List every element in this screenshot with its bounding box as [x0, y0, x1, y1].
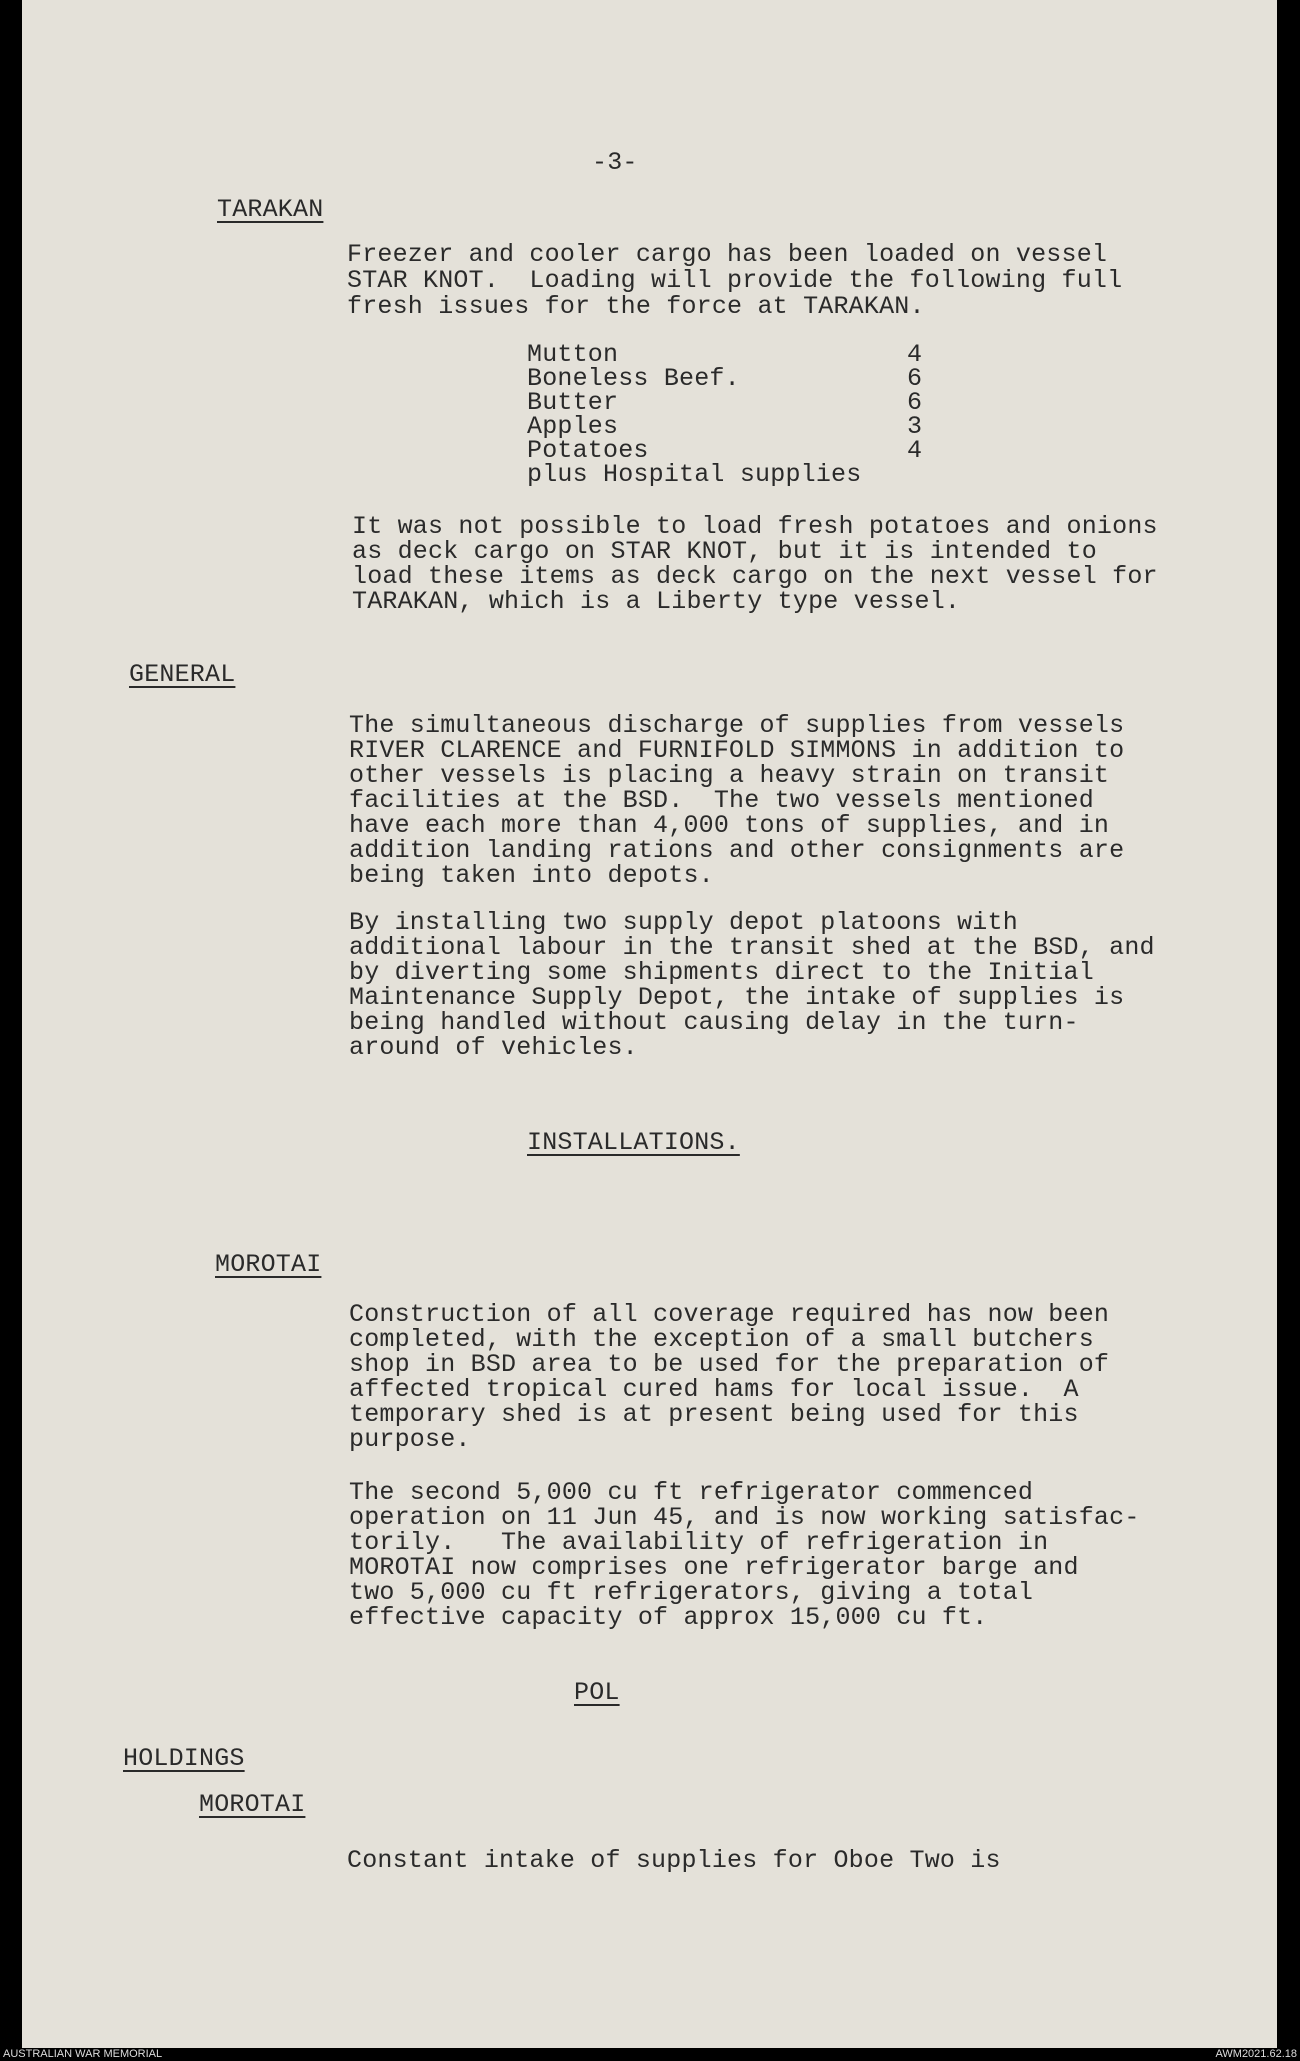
page-number: -3- [592, 148, 638, 177]
item-value: 6 [907, 364, 923, 393]
text-line: Maintenance Supply Depot, the intake of supplies is [349, 983, 1125, 1012]
text-line: completed, with the exception of a small butchers [349, 1325, 1094, 1354]
text-line: shop in BSD area to be used for the preparation of [349, 1350, 1110, 1379]
text-line: Construction of all coverage required has now been [349, 1300, 1110, 1329]
text-line: TARAKAN, which is a Liberty type vessel. [352, 587, 961, 616]
text-line: torily. The availability of refrigeration in [349, 1528, 1049, 1557]
document-page [22, 0, 1277, 2048]
text-line: By installing two supply depot platoons with [349, 908, 1018, 937]
text-line: load these items as deck cargo on the next vessel for [352, 562, 1158, 591]
text-line: It was not possible to load fresh potatoes and onions [352, 512, 1158, 541]
item-value: 4 [907, 436, 923, 465]
text-line: around of vehicles. [349, 1033, 638, 1062]
text-line: other vessels is placing a heavy strain on transit [349, 761, 1110, 790]
text-line: by diverting some shipments direct to the Initial [349, 958, 1094, 987]
holdings-heading: HOLDINGS [123, 1744, 245, 1773]
text-line: temporary shed is at present being used for this [349, 1400, 1079, 1429]
item-name: Mutton [527, 340, 619, 369]
text-line: Freezer and cooler cargo has been loaded on vessel [347, 240, 1108, 269]
item-extra: plus Hospital supplies [527, 460, 862, 489]
text-line: being taken into depots. [349, 861, 714, 890]
text-line: purpose. [349, 1425, 471, 1454]
text-line: facilities at the BSD. The two vessels mentioned [349, 786, 1094, 815]
item-value: 6 [907, 388, 923, 417]
tarakan-heading: TARAKAN [217, 195, 324, 224]
text-line: as deck cargo on STAR KNOT, but it is intended to [352, 537, 1097, 566]
footer-right: AWM2021.62.18 [1215, 2048, 1297, 2060]
morotai-subheading: MOROTAI [199, 1790, 306, 1819]
general-heading: GENERAL [129, 660, 236, 689]
footer-left: AUSTRALIAN WAR MEMORIAL [3, 2048, 163, 2060]
text-line: effective capacity of approx 15,000 cu ft. [349, 1603, 988, 1632]
text-line: fresh issues for the force at TARAKAN. [347, 292, 925, 321]
text-line: being handled without causing delay in the turn- [349, 1008, 1079, 1037]
item-name: Apples [527, 412, 619, 441]
pol-heading: POL [574, 1678, 620, 1707]
text-line: two 5,000 cu ft refrigerators, giving a total [349, 1578, 1034, 1607]
text-line: The simultaneous discharge of supplies from vessels [349, 711, 1125, 740]
text-line: The second 5,000 cu ft refrigerator commenced [349, 1478, 1034, 1507]
text-line: operation on 11 Jun 45, and is now working satisfac- [349, 1503, 1140, 1532]
item-name: Potatoes [527, 436, 649, 465]
text-line: MOROTAI now comprises one refrigerator barge and [349, 1553, 1079, 1582]
text-line: addition landing rations and other consignments are [349, 836, 1125, 865]
installations-heading: INSTALLATIONS. [527, 1128, 740, 1157]
last-line: Constant intake of supplies for Oboe Two is [347, 1846, 1001, 1875]
item-name: Boneless Beef. [527, 364, 740, 393]
item-name: Butter [527, 388, 619, 417]
text-line: STAR KNOT. Loading will provide the following full [347, 266, 1123, 295]
morotai-heading: MOROTAI [215, 1250, 322, 1279]
text-line: RIVER CLARENCE and FURNIFOLD SIMMONS in addition to [349, 736, 1125, 765]
text-line: have each more than 4,000 tons of supplies, and in [349, 811, 1110, 840]
item-value: 3 [907, 412, 923, 441]
text-line: affected tropical cured hams for local issue. A [349, 1375, 1079, 1404]
item-value: 4 [907, 340, 923, 369]
text-line: additional labour in the transit shed at the BSD, and [349, 933, 1155, 962]
